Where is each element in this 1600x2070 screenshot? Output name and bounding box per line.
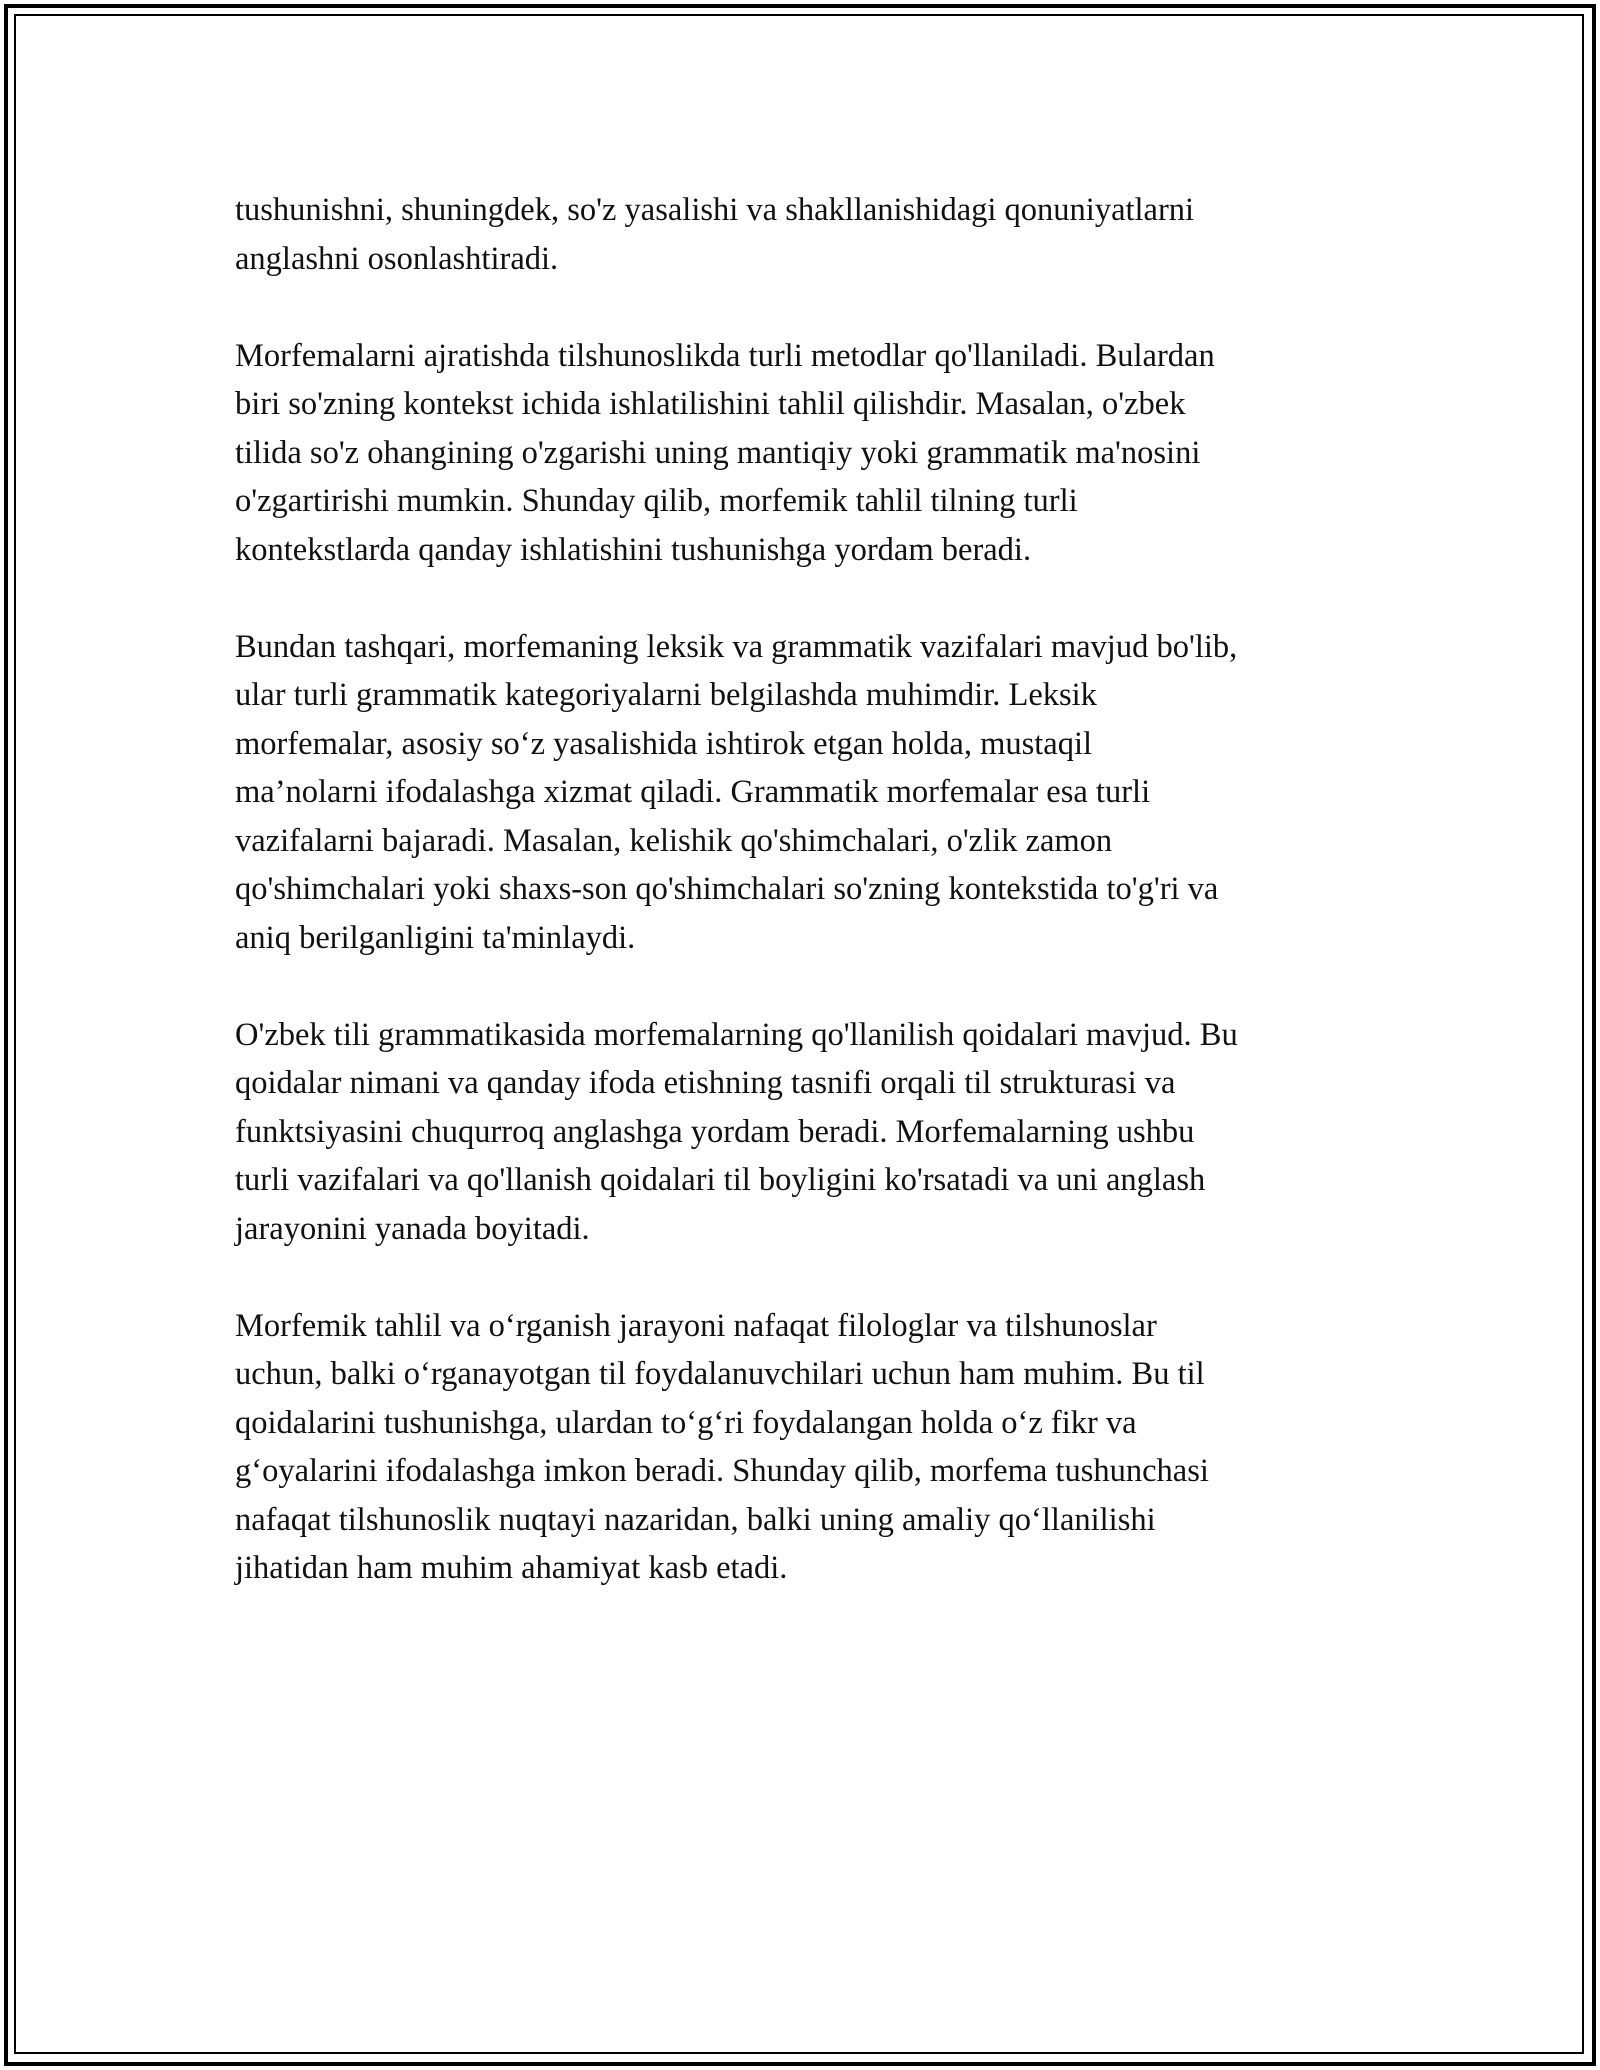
document-body [235, 186, 1385, 1641]
paragraph-3: Bundan tashqari, morfemaning leksik va grammatik vazifalari mavjud bo'lib, ular turli grammatik kategoriyalarni belgilashda muhimdir. Leksik morfemalar, asosiy so‘z yasalishida ishtirok etgan holda, mustaqil ma’nolarni ifodalashga xizmat qiladi. Grammatik morfemalar esa turli vazifalarni bajaradi. Masalan, kelishik qo'shimchalari, o'zlik zamon qo'shimchalari yoki shaxs-son qo'shimchalari so'zning kontekstida to'g'ri va aniq berilganligini ta'minlaydi. [235, 628, 1238, 956]
paragraph-1: tushunishni, shuningdek, so'z yasalishi va shakllanishidagi qonuniyatlarni anglashni osonlashtiradi. [235, 192, 1195, 277]
paragraph-5: Morfemik tahlil va o‘rganish jarayoni nafaqat filologlar va tilshunoslar uchun, balki o‘rganayotgan til foydalanuvchilari uchun ham muhim. Bu til qoidalarini tushunishga, ulardan to‘g‘ri foydalangan holda o‘z fikr va g‘oyalarini ifodalashga imkon beradi. Shunday qilib, morfema tushunchasi nafaqat tilshunoslik nuqtayi nazaridan, balki uning amaliy qo‘llanilishi jihatidan ham muhim ahamiyat kasb etadi. [235, 1307, 1209, 1586]
paragraph-4: O'zbek tili grammatikasida morfemalarning qo'llanilish qoidalari mavjud. Bu qoidalar nimani va qanday ifoda etishning tasnifi orqali til strukturasi va funktsiyasini chuqurroq anglashga yordam beradi. Morfemalarning ushbu turli vazifalari va qo'llanish qoidalari til boyligini ko'rsatadi va uni anglash jarayonini yanada boyitadi. [235, 1016, 1238, 1247]
paragraph-2: Morfemalarni ajratishda tilshunoslikda turli metodlar qo'llaniladi. Bulardan biri so'zning kontekst ichida ishlatilishini tahlil qilishdir. Masalan, o'zbek tilida so'z ohangining o'zgarishi uning mantiqiy yoki grammatik ma'nosini o'zgartirishi mumkin. Shunday qilib, morfemik tahlil tilning turli kontekstlarda qanday ishlatishini tushunishga yordam beradi. [235, 337, 1215, 568]
